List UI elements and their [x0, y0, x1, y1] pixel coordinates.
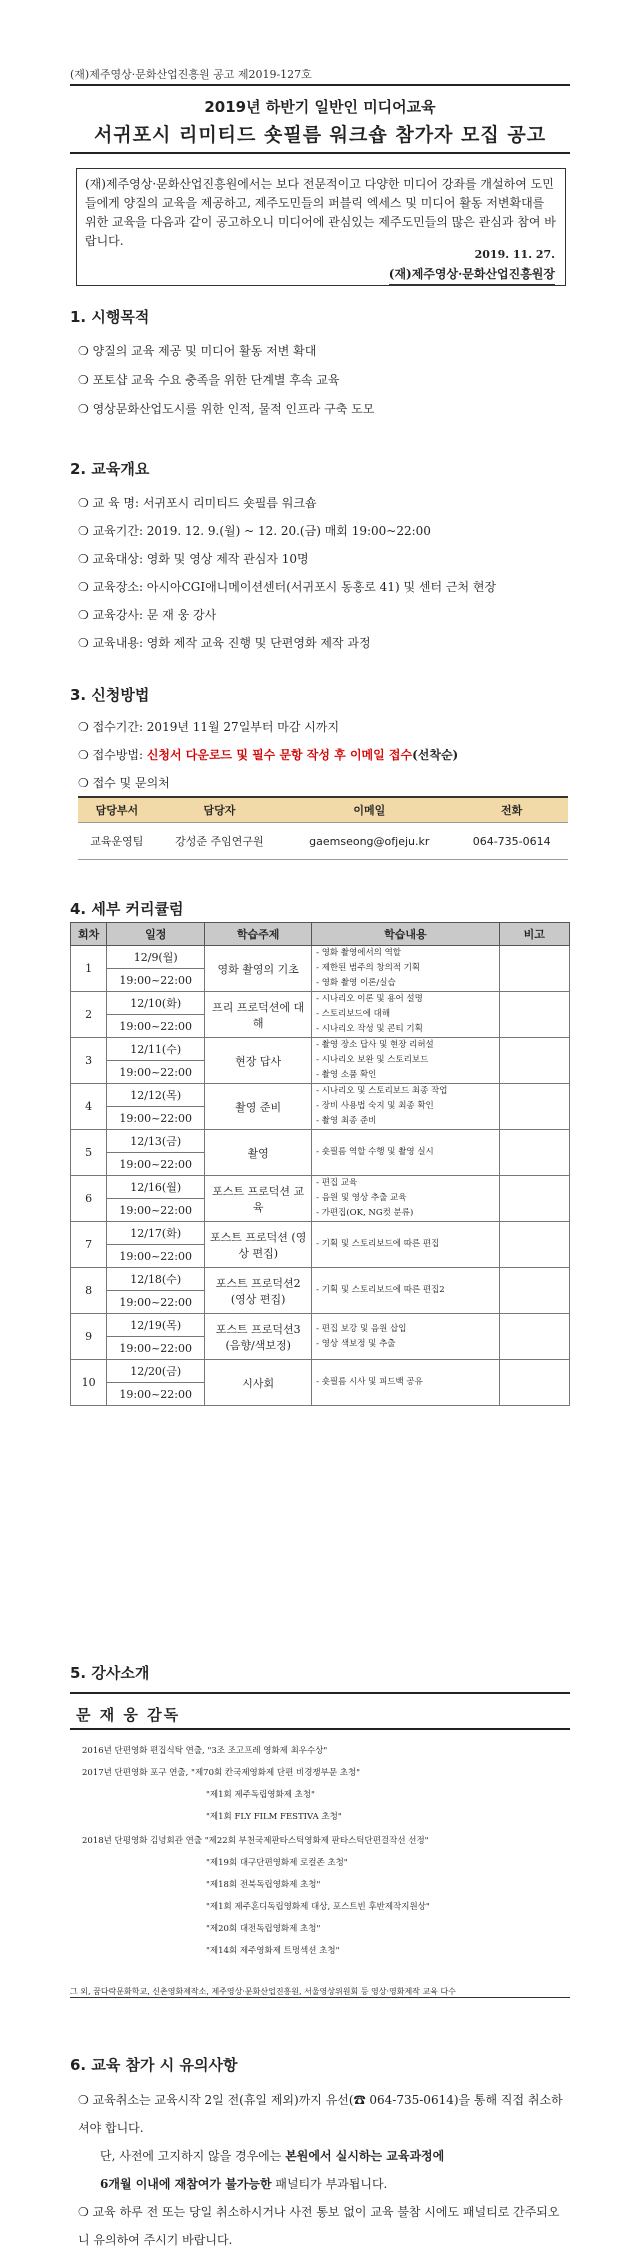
list-item: ❍ 양질의 교육 제공 및 미디어 활동 저변 확대	[78, 344, 317, 358]
content-line: - 기획 및 스토리보드에 따른 편집2	[316, 1285, 445, 1295]
session-no: 1	[71, 946, 107, 992]
session-no: 3	[71, 1038, 107, 1084]
session-date: 12/20(금)	[107, 1360, 205, 1383]
content-line: - 숏필름 시사 및 피드백 공유	[316, 1377, 423, 1387]
contact-table	[78, 796, 568, 860]
curriculum-table	[70, 922, 570, 1406]
session-content	[312, 1038, 499, 1084]
contact-email[interactable]: gaemseong@ofjeju.kr	[283, 823, 455, 860]
divider	[70, 1728, 570, 1730]
list-item	[78, 746, 458, 763]
career-item: "제1회 제주독립영화제 초청"	[206, 1790, 315, 1800]
intro-box	[76, 168, 566, 286]
session-remark	[499, 1176, 569, 1222]
session-no: 9	[71, 1314, 107, 1360]
session-time: 19:00~22:00	[107, 1291, 205, 1314]
session-topic: 시사회	[205, 1360, 312, 1406]
session-no: 2	[71, 992, 107, 1038]
curr-header: 회차	[71, 923, 107, 946]
session-topic: 현장 답사	[205, 1038, 312, 1084]
note-bold: 6개월 이내에 재참여가 불가능한	[100, 2177, 272, 2191]
career-item: 2016년 단편영화 편집식탁 연출, "3조 조고프레 영화제 최우수상"	[82, 1746, 328, 1756]
contact-dept: 교육운영팀	[78, 823, 156, 860]
table-row	[71, 1084, 570, 1107]
session-date: 12/12(목)	[107, 1084, 205, 1107]
session-content	[312, 1222, 499, 1268]
content-line: - 스토리보드에 대해	[316, 1009, 391, 1019]
session-content	[312, 1084, 499, 1130]
session-content	[312, 946, 499, 992]
session-topic: 포스트 프로덕션 교육	[205, 1176, 312, 1222]
note-item: ❍ 교육 하루 전 또는 당일 취소하시거나 사전 통보 없이 교육 불참 시에도 패널티로 간주되오니 유의하여 주시기 바랍니다.	[78, 2205, 560, 2247]
session-content	[312, 1360, 499, 1406]
session-remark	[499, 1038, 569, 1084]
title-line-1: 2019년 하반기 일반인 미디어교육	[204, 98, 436, 116]
table-row	[71, 992, 570, 1015]
content-line: - 숏필름 역할 수행 및 촬영 실시	[316, 1147, 434, 1157]
content-line: - 장비 사용법 숙지 및 최종 확인	[316, 1101, 434, 1111]
list-item: ❍ 교육내용: 영화 제작 교육 진행 및 단편영화 제작 과정	[78, 636, 371, 650]
contact-phone: 064-735-0614	[455, 823, 568, 860]
section-6-title: 6. 교육 참가 시 유의사항	[70, 2056, 238, 2074]
content-line: - 시나리오 및 스토리보드 최종 작업	[316, 1086, 448, 1096]
content-line: - 영화 촬영 이론/실습	[316, 978, 396, 988]
divider	[70, 1692, 570, 1694]
session-time: 19:00~22:00	[107, 969, 205, 992]
content-line: - 제한된 범주의 창의적 기획	[316, 963, 421, 973]
table-row	[71, 946, 570, 969]
contact-header: 전화	[455, 797, 568, 823]
list-item: ❍ 교육장소: 아시아CGI애니메이션센터(서귀포시 동홍로 41) 및 센터 근처 현장	[78, 580, 497, 594]
session-time: 19:00~22:00	[107, 1061, 205, 1084]
list-item: ❍ 교육강사: 문 재 웅 강사	[78, 608, 217, 622]
section-1-title: 1. 시행목적	[70, 308, 150, 326]
note-item: ❍ 교육취소는 교육시작 2일 전(휴일 제외)까지 유선(☎ 064-735-0614)을 통해 직접 취소하셔야 합니다.	[78, 2093, 563, 2135]
session-remark	[499, 1222, 569, 1268]
table-row	[71, 1038, 570, 1061]
session-time: 19:00~22:00	[107, 1153, 205, 1176]
list-item: ❍ 교육대상: 영화 및 영상 제작 관심자 10명	[78, 552, 309, 566]
session-date: 12/9(월)	[107, 946, 205, 969]
method-prefix: ❍ 접수방법:	[78, 748, 147, 762]
note-item	[100, 2142, 560, 2198]
session-topic: 촬영	[205, 1130, 312, 1176]
content-line: - 촬영 장소 답사 및 현장 리허설	[316, 1040, 434, 1050]
career-item: "제1회 FLY FILM FESTIVA 초청"	[206, 1812, 342, 1822]
list-item: ❍ 포토샵 교육 수요 충족을 위한 단계별 후속 교육	[78, 373, 340, 387]
note-prefix: 단, 사전에 고지하지 않을 경우에는	[100, 2149, 286, 2163]
instructor-name: 문 재 웅 감독	[76, 1706, 181, 1724]
session-no: 7	[71, 1222, 107, 1268]
session-time: 19:00~22:00	[107, 1015, 205, 1038]
session-no: 8	[71, 1268, 107, 1314]
session-topic: 포스트 프로덕션2 (영상 편집)	[205, 1268, 312, 1314]
content-line: - 영상 색보정 및 추출	[316, 1338, 396, 1349]
career-item: 2018년 단평영화 김녕회관 연출 "제22회 부천국제판타스틱영화제 판타스틱단편걸작선 선정"	[82, 1836, 429, 1846]
career-item: "제18회 전북독립영화제 초청"	[206, 1880, 321, 1890]
content-line: - 음원 및 영상 추출 교육	[316, 1193, 407, 1203]
curr-header: 학습주제	[205, 923, 312, 946]
session-no: 5	[71, 1130, 107, 1176]
curr-header: 일정	[107, 923, 205, 946]
session-remark	[499, 1314, 569, 1360]
session-remark	[499, 1130, 569, 1176]
section-2-title: 2. 교육개요	[70, 460, 150, 478]
session-date: 12/19(목)	[107, 1314, 205, 1337]
intro-org: (재)제주영상·문화산업진흥원장	[389, 265, 555, 285]
contact-header: 담당자	[156, 797, 284, 823]
list-item: ❍ 교육기간: 2019. 12. 9.(월) ~ 12. 20.(금) 매회 19:00~22:00	[78, 524, 431, 538]
session-topic: 영화 촬영의 기초	[205, 946, 312, 992]
session-topic: 촬영 준비	[205, 1084, 312, 1130]
content-line: - 기획 및 스토리보드에 따른 편집	[316, 1239, 440, 1249]
session-topic: 포스트 프로덕션 (영상 편집)	[205, 1222, 312, 1268]
table-row	[78, 823, 568, 860]
session-no: 6	[71, 1176, 107, 1222]
other-career: 그 외, 꿈다락문화학교, 신촌영화제작소, 제주영상·문화산업진흥원, 서울영상위원회 등 영상·영화제작 교육 다수	[70, 1986, 570, 1998]
content-line: - 편집 보강 및 음원 삽입	[316, 1323, 407, 1334]
section-3-title: 3. 신청방법	[70, 686, 150, 704]
session-date: 12/17(화)	[107, 1222, 205, 1245]
session-time: 19:00~22:00	[107, 1199, 205, 1222]
career-item: "제20회 대전독립영화제 초청"	[206, 1924, 321, 1934]
session-remark	[499, 992, 569, 1038]
session-date: 12/18(수)	[107, 1268, 205, 1291]
divider	[70, 84, 570, 86]
session-time: 19:00~22:00	[107, 1383, 205, 1406]
section-5-title: 5. 강사소개	[70, 1664, 150, 1682]
list-item: ❍ 영상문화산업도시를 위한 인적, 물적 인프라 구축 도모	[78, 402, 375, 416]
table-row	[71, 1130, 570, 1153]
content-line: - 촬영 소품 확인	[316, 1070, 377, 1080]
title-line-2: 서귀포시 리미티드 숏필름 워크숍 참가자 모집 공고	[93, 124, 547, 146]
career-item: 2017년 단편영화 포구 연출, "제70회 칸국제영화제 단편 비경쟁부문 초청"	[82, 1768, 361, 1778]
session-time: 19:00~22:00	[107, 1245, 205, 1268]
content-line: - 시나리오 보완 및 스토리보드	[316, 1055, 429, 1065]
session-date: 12/16(월)	[107, 1176, 205, 1199]
list-item: ❍ 교 육 명: 서귀포시 리미티드 숏필름 워크숍	[78, 496, 317, 510]
content-line: - 편집 교육	[316, 1178, 358, 1188]
session-remark	[499, 1084, 569, 1130]
divider	[70, 152, 570, 154]
session-content	[312, 1130, 499, 1176]
table-row	[71, 1360, 570, 1383]
list-item: ❍ 접수 및 문의처	[78, 776, 170, 790]
session-time: 19:00~22:00	[107, 1107, 205, 1130]
career-item: "제19회 대구단편영화제 로컬존 초청"	[206, 1858, 348, 1868]
session-content	[312, 1176, 499, 1222]
note-bold: 본원에서 실시하는 교육과정에	[285, 2149, 445, 2163]
notice-number: (재)제주영상·문화산업진흥원 공고 제2019-127호	[70, 68, 312, 81]
method-suffix: (선착순)	[412, 748, 459, 762]
content-line: - 시나리오 작성 및 콘티 기획	[316, 1024, 423, 1034]
contact-person: 강성준 주임연구원	[156, 823, 284, 860]
session-content	[312, 1268, 499, 1314]
session-remark	[499, 946, 569, 992]
session-content	[312, 992, 499, 1038]
session-date: 12/11(수)	[107, 1038, 205, 1061]
session-remark	[499, 1360, 569, 1406]
career-item: "제1회 제주혼디독립영화제 대상, 포스트빈 후반제작지원상"	[206, 1902, 430, 1912]
session-date: 12/10(화)	[107, 992, 205, 1015]
table-row	[71, 1176, 570, 1199]
session-topic: 프리 프로덕션에 대해	[205, 992, 312, 1038]
curr-header: 비고	[499, 923, 569, 946]
session-topic: 포스트 프로덕션3 (음향/색보정)	[205, 1314, 312, 1360]
session-content	[312, 1314, 499, 1360]
note-suffix: 패널티가 부과됩니다.	[271, 2177, 388, 2191]
session-date: 12/13(금)	[107, 1130, 205, 1153]
content-line: - 영화 촬영에서의 역할	[316, 948, 402, 958]
contact-header: 이메일	[283, 797, 455, 823]
session-no: 4	[71, 1084, 107, 1130]
curr-header: 학습내용	[312, 923, 499, 946]
session-no: 10	[71, 1360, 107, 1406]
table-row	[71, 1222, 570, 1245]
contact-header: 담당부서	[78, 797, 156, 823]
content-line: - 시나리오 이론 및 용어 설명	[316, 994, 423, 1004]
content-line: - 가편집(OK, NG컷 분류)	[316, 1208, 414, 1218]
content-line: - 촬영 최종 준비	[316, 1116, 377, 1126]
session-remark	[499, 1268, 569, 1314]
session-time: 19:00~22:00	[107, 1337, 205, 1360]
table-row	[71, 1314, 570, 1337]
intro-date: 2019. 11. 27.	[474, 248, 555, 261]
intro-text: (재)제주영상·문화산업진흥원에서는 보다 전문적이고 다양한 미디어 강좌를 개설하여 도민들에게 양질의 교육을 제공하고, 제주도민들의 퍼블릭 엑세스 및 미디어 활동 저변확대를 위한 교육을 다음과 같이 공고하오니 미디어에 관심있는 제주도민들의 많은 관심과 참여 바랍니다.	[85, 177, 556, 248]
table-row	[71, 1268, 570, 1291]
method-highlight: 신청서 다운로드 및 필수 문항 작성 후 이메일 접수	[146, 748, 413, 762]
list-item: ❍ 접수기간: 2019년 11월 27일부터 마감 시까지	[78, 720, 340, 734]
career-item: "제14회 제주영화제 트멍섹션 초청"	[206, 1946, 340, 1956]
section-4-title: 4. 세부 커리큘럼	[70, 900, 184, 918]
